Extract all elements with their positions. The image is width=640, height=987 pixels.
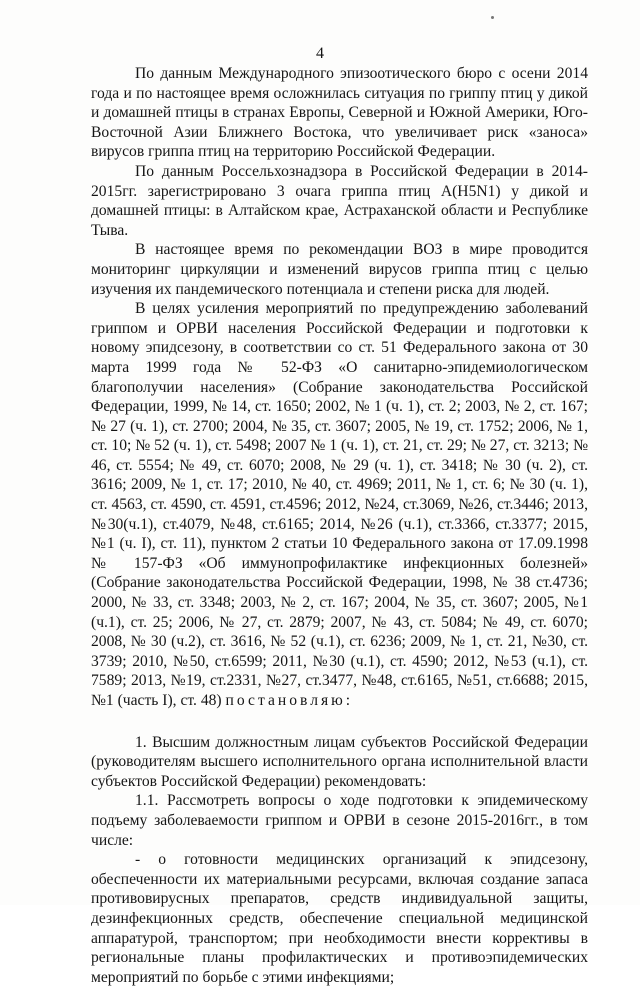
legal-basis-text: В целях усиления мероприятий по предупреждению заболеваний гриппом и ОРВИ населения Российской Федерации и подготовки к новому эпидсезону, в соответствии со ст. 51 Федерального закона от 30 марта 1999 года № 52-ФЗ «О санитарно-эпидемиологическом благополучии населения» (Собрание законодательства Российской Федерации, 1999, № 14, ст. 1650; 2002, № 1 (ч. 1), ст. 2; 2003, № 2, ст. 167; № 27 (ч. 1), ст. 2700; 2004, № 35, ст. 3607; 2005, № 19, ст. 1752; 2006, № 1, ст. 10; № 52 (ч. 1), ст. 5498; 2007 № 1 (ч. 1), ст. 21, ст. 29; № 27, ст. 3213; № 46, ст. 5554; № 49, ст. 6070; 2008, № 29 (ч. 1), ст. 3418; № 30 (ч. 2), ст. 3616; 2009, № 1, ст. 17; 2010, № 40, ст. 4969; 2011, № 1, ст. 6; № 30 (ч. 1), ст. 4563, ст. 4590, ст. 4591, ст.4596; 2012, №24, ст.3069, №26, ст.3446; 2013, №30(ч.1), ст.4079, №48, ст.6165; 2014, №26 (ч.1), ст.3366, ст.3377; 2015, №1 (ч. I), ст. 11), пунктом 2 статьи 10 Федерального закона от 17.09.1998 № 157-ФЗ «Об иммунопрофилактике инфекционных болезней» (Собрание законодательства Российской Федерации, 1998, № 38 ст.4736; 2000, № 33, ст. 3348; 2003, № 2, ст. 167; 2004, № 35, ст. 3607; 2005, №1 (ч.1), ст. 25; 2006, № 27, ст. 2879; 2007, № 43, ст. 5084; № 49, ст. 6070; 2008, № 30 (ч.2), ст. 3616, № 52 (ч.1), ст. 6236; 2009, № 1, ст. 21, №30, ст. 3739; 2010, №50, ст.6599; 2011, №30 (ч.1), ст. 4590; 2012, №53 (ч.1), ст. 7589; 2013, №19, ст.2331, №27, ст.3477, №48, ст.6165, №51, ст.6688; 2015, №1 (часть I), ст. 48) bbox=[91, 300, 588, 709]
paragraph-who-monitoring: В настоящее время по рекомендации ВОЗ в мире проводится мониторинг циркуляции и изменений вирусов гриппа птиц с целью изучения их пандемического потенциала и степени риска для людей. bbox=[91, 241, 588, 298]
paragraph-legal-basis bbox=[91, 299, 588, 710]
item-1-1: 1.1. Рассмотреть вопросы о ходе подготовки к эпидемическому подъему заболеваемости гриппом и ОРВИ в сезоне 2015-2016гг., в том числе: bbox=[91, 792, 588, 849]
item-1: 1. Высшим должностным лицам субъектов Российской Федерации (руководителям высшего исполнительного органа исполнительной власти субъектов Российской Федерации) рекомендовать: bbox=[91, 733, 588, 790]
paragraph-epizootic-bureau: По данным Международного эпизоотического бюро с осени 2014 года и по настоящее время осложнилась ситуация по гриппу птиц у дикой и домашней птицы в странах Европы, Северной и Южной Америки, Юго-Восточной Азии Ближнего Востока, что увеличивает риск «заноса» вирусов гриппа птиц на территорию Российской Федерации. bbox=[91, 65, 588, 161]
section-gap bbox=[91, 711, 588, 733]
document-body bbox=[91, 64, 588, 987]
page-number: 4 bbox=[316, 45, 324, 62]
item-readiness-dash: - о готовности медицинских организаций к эпидсезону, обеспеченности их материальными ресурсами, включая создание запаса противовирусных препаратов, средств индивидуальной защиты, дезинфекционных средств, обеспечение специальной медицинской аппаратурой, транспортом; при необходимости внести коррективы в региональные планы профилактических и противоэпидемических мероприятий по борьбе с этими инфекциями; bbox=[91, 851, 588, 986]
resolution-word: постановляю: bbox=[225, 692, 354, 709]
paragraph-rosselkhoznadzor: По данным Россельхознадзора в Российской Федерации в 2014-2015гг. зарегистрировано 3 очага гриппа птиц A(H5N1) у дикой и домашней птицы: в Алтайском крае, Астраханской области и Республике Тыва. bbox=[91, 162, 588, 239]
scan-speck bbox=[491, 16, 494, 19]
